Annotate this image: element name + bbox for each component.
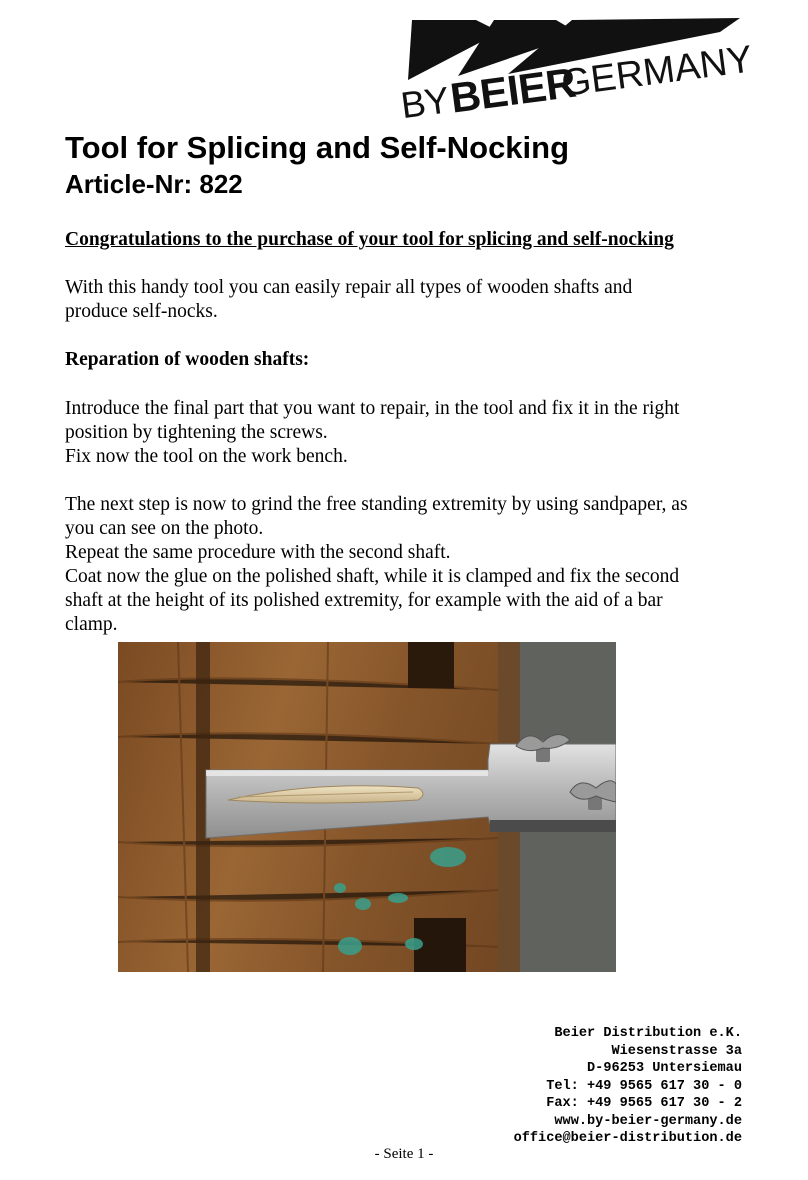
logo-germany: GERMANY bbox=[558, 38, 755, 106]
city: D-96253 Untersiemau bbox=[587, 1061, 742, 1076]
paragraph-2 bbox=[65, 493, 755, 637]
intro-line-2: produce self-nocks. bbox=[65, 301, 218, 322]
paragraph-2-line-6: clamp. bbox=[65, 614, 118, 635]
paragraph-2-line-3: Repeat the same procedure with the second shaft. bbox=[65, 542, 451, 563]
telephone: Tel: +49 9565 617 30 - 0 bbox=[546, 1078, 742, 1094]
company-address bbox=[382, 1025, 742, 1148]
fax: Fax: +49 9565 617 30 - 2 bbox=[546, 1096, 742, 1111]
company-name: Beier Distribution e.K. bbox=[554, 1026, 742, 1041]
website-link[interactable]: www.by-beier-germany.de bbox=[554, 1113, 742, 1129]
paragraph-1-line-1: Introduce the final part that you want to repair, in the tool and fix it in the right bbox=[65, 398, 680, 419]
congratulations-heading: Congratulations to the purchase of your tool for splicing and self-nocking bbox=[65, 229, 674, 250]
page-number: - Seite 1 - bbox=[374, 1146, 434, 1162]
paragraph-1 bbox=[65, 397, 755, 469]
paragraph-1-line-3: Fix now the tool on the work bench. bbox=[65, 446, 348, 467]
brand-logo bbox=[398, 14, 755, 128]
article-number: Article-Nr: 822 bbox=[65, 169, 243, 199]
street: Wiesenstrasse 3a bbox=[611, 1043, 742, 1059]
tool-photo bbox=[118, 642, 616, 972]
logo-by: BY bbox=[398, 79, 451, 127]
intro-paragraph bbox=[65, 276, 755, 324]
document-title: Tool for Splicing and Self-Nocking bbox=[65, 130, 570, 165]
email-link[interactable]: office@beier-distribution.de bbox=[513, 1131, 742, 1146]
workbench-tool-image bbox=[118, 642, 616, 972]
intro-line-1: With this handy tool you can easily repair all types of wooden shafts and bbox=[65, 277, 633, 298]
paragraph-2-line-5: shaft at the height of its polished extremity, for example with the aid of a bar bbox=[65, 590, 663, 611]
paragraph-2-line-1: The next step is now to grind the free standing extremity by using sandpaper, as bbox=[65, 494, 688, 515]
logo-beier: BEIER bbox=[447, 58, 579, 122]
reparation-heading: Reparation of wooden shafts: bbox=[65, 349, 310, 370]
paragraph-1-line-2: position by tightening the screws. bbox=[65, 422, 328, 443]
paragraph-2-line-2: you can see on the photo. bbox=[65, 518, 264, 539]
paragraph-2-line-4: Coat now the glue on the polished shaft, while it is clamped and fix the second bbox=[65, 566, 680, 587]
